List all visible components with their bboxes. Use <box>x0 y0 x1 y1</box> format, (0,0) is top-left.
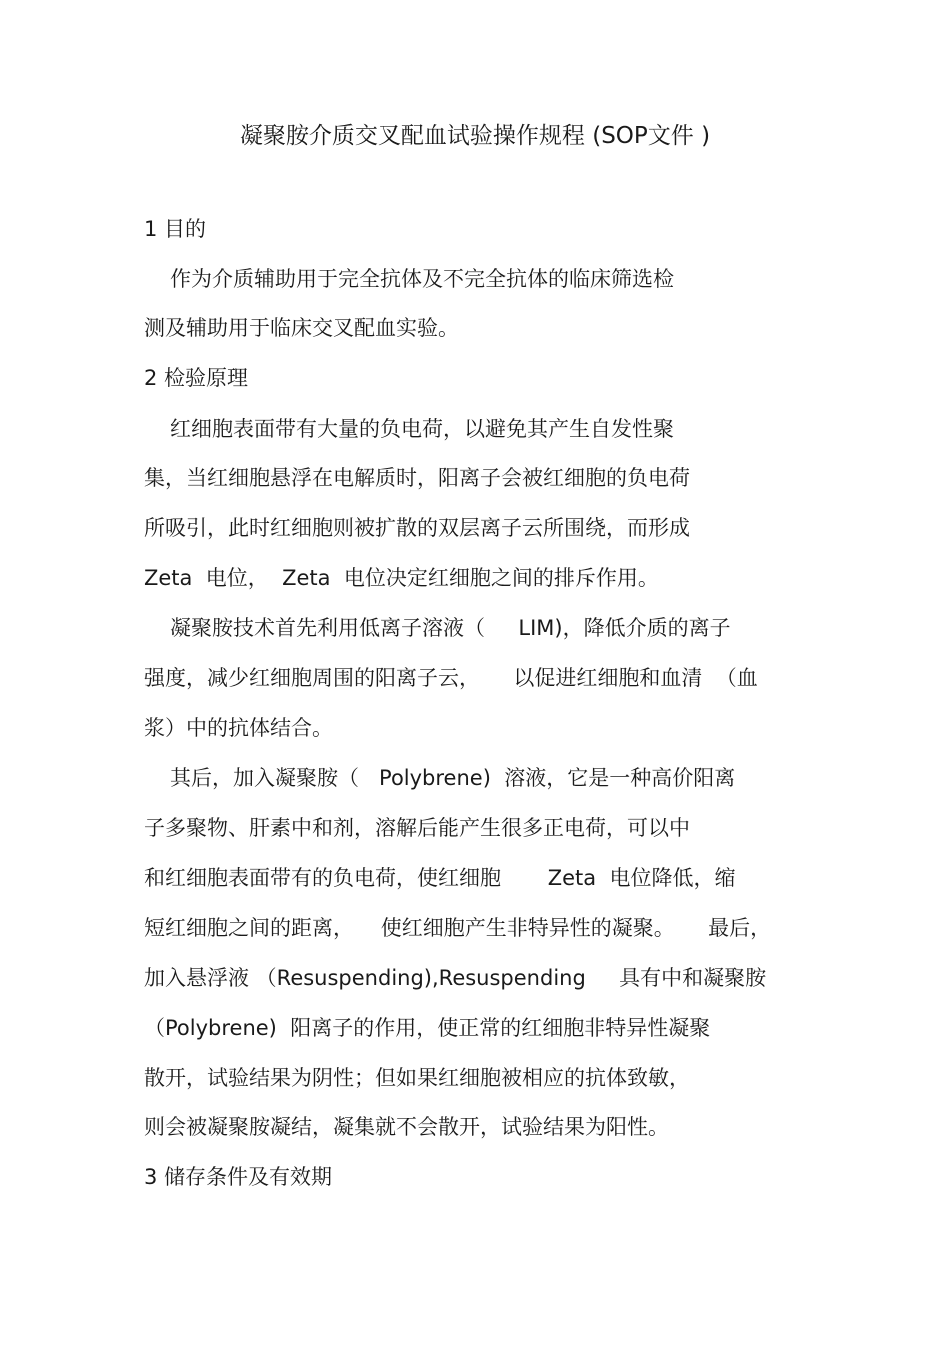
paragraph-line: 红细胞表面带有大量的负电荷，以避免其产生自发性聚 <box>170 417 674 441</box>
paragraph-line: 作为介质辅助用于完全抗体及不完全抗体的临床筛选检 <box>170 267 674 291</box>
paragraph-line: 所吸引，此时红细胞则被扩散的双层离子云所围绕，而形成 <box>144 516 690 540</box>
paragraph-line: 散开，试验结果为阴性；但如果红细胞被相应的抗体致敏， <box>144 1066 690 1090</box>
paragraph-line: 强度，减少红细胞周围的阳离子云， 以促进红细胞和血清 （血 <box>144 666 758 690</box>
paragraph-line: 测及辅助用于临床交叉配血实验。 <box>144 316 459 340</box>
document-title: 凝聚胺介质交叉配血试验操作规程 (SOP文件 ) <box>239 123 711 149</box>
paragraph-line: 加入悬浮液 （Resuspending),Resuspending 具有中和凝聚胺 <box>144 966 767 990</box>
paragraph-line: 浆）中的抗体结合。 <box>144 716 333 740</box>
section-heading-principle: 2 检验原理 <box>144 366 249 390</box>
section-heading-purpose: 1 目的 <box>144 217 207 241</box>
paragraph-line: 则会被凝聚胺凝结，凝集就不会散开，试验结果为阳性。 <box>144 1115 669 1139</box>
paragraph-line: （Polybrene) 阳离子的作用，使正常的红细胞非特异性凝聚 <box>144 1016 711 1040</box>
paragraph-line: 和红细胞表面带有的负电荷，使红细胞 Zeta 电位降低，缩 <box>144 866 736 890</box>
section-heading-storage: 3 储存条件及有效期 <box>144 1165 333 1189</box>
paragraph-line: Zeta 电位， Zeta 电位决定红细胞之间的排斥作用。 <box>144 566 659 590</box>
paragraph-line: 短红细胞之间的距离， 使红细胞产生非特异性的凝聚。 最后， <box>144 916 772 940</box>
paragraph-line: 子多聚物、肝素中和剂，溶解后能产生很多正电荷，可以中 <box>144 816 690 840</box>
paragraph-line: 集，当红细胞悬浮在电解质时，阳离子会被红细胞的负电荷 <box>144 466 690 490</box>
paragraph-line: 凝聚胺技术首先利用低离子溶液（ LIM)，降低介质的离子 <box>170 616 731 640</box>
paragraph-line: 其后，加入凝聚胺（ Polybrene) 溶液，它是一种高价阳离 <box>170 766 736 790</box>
